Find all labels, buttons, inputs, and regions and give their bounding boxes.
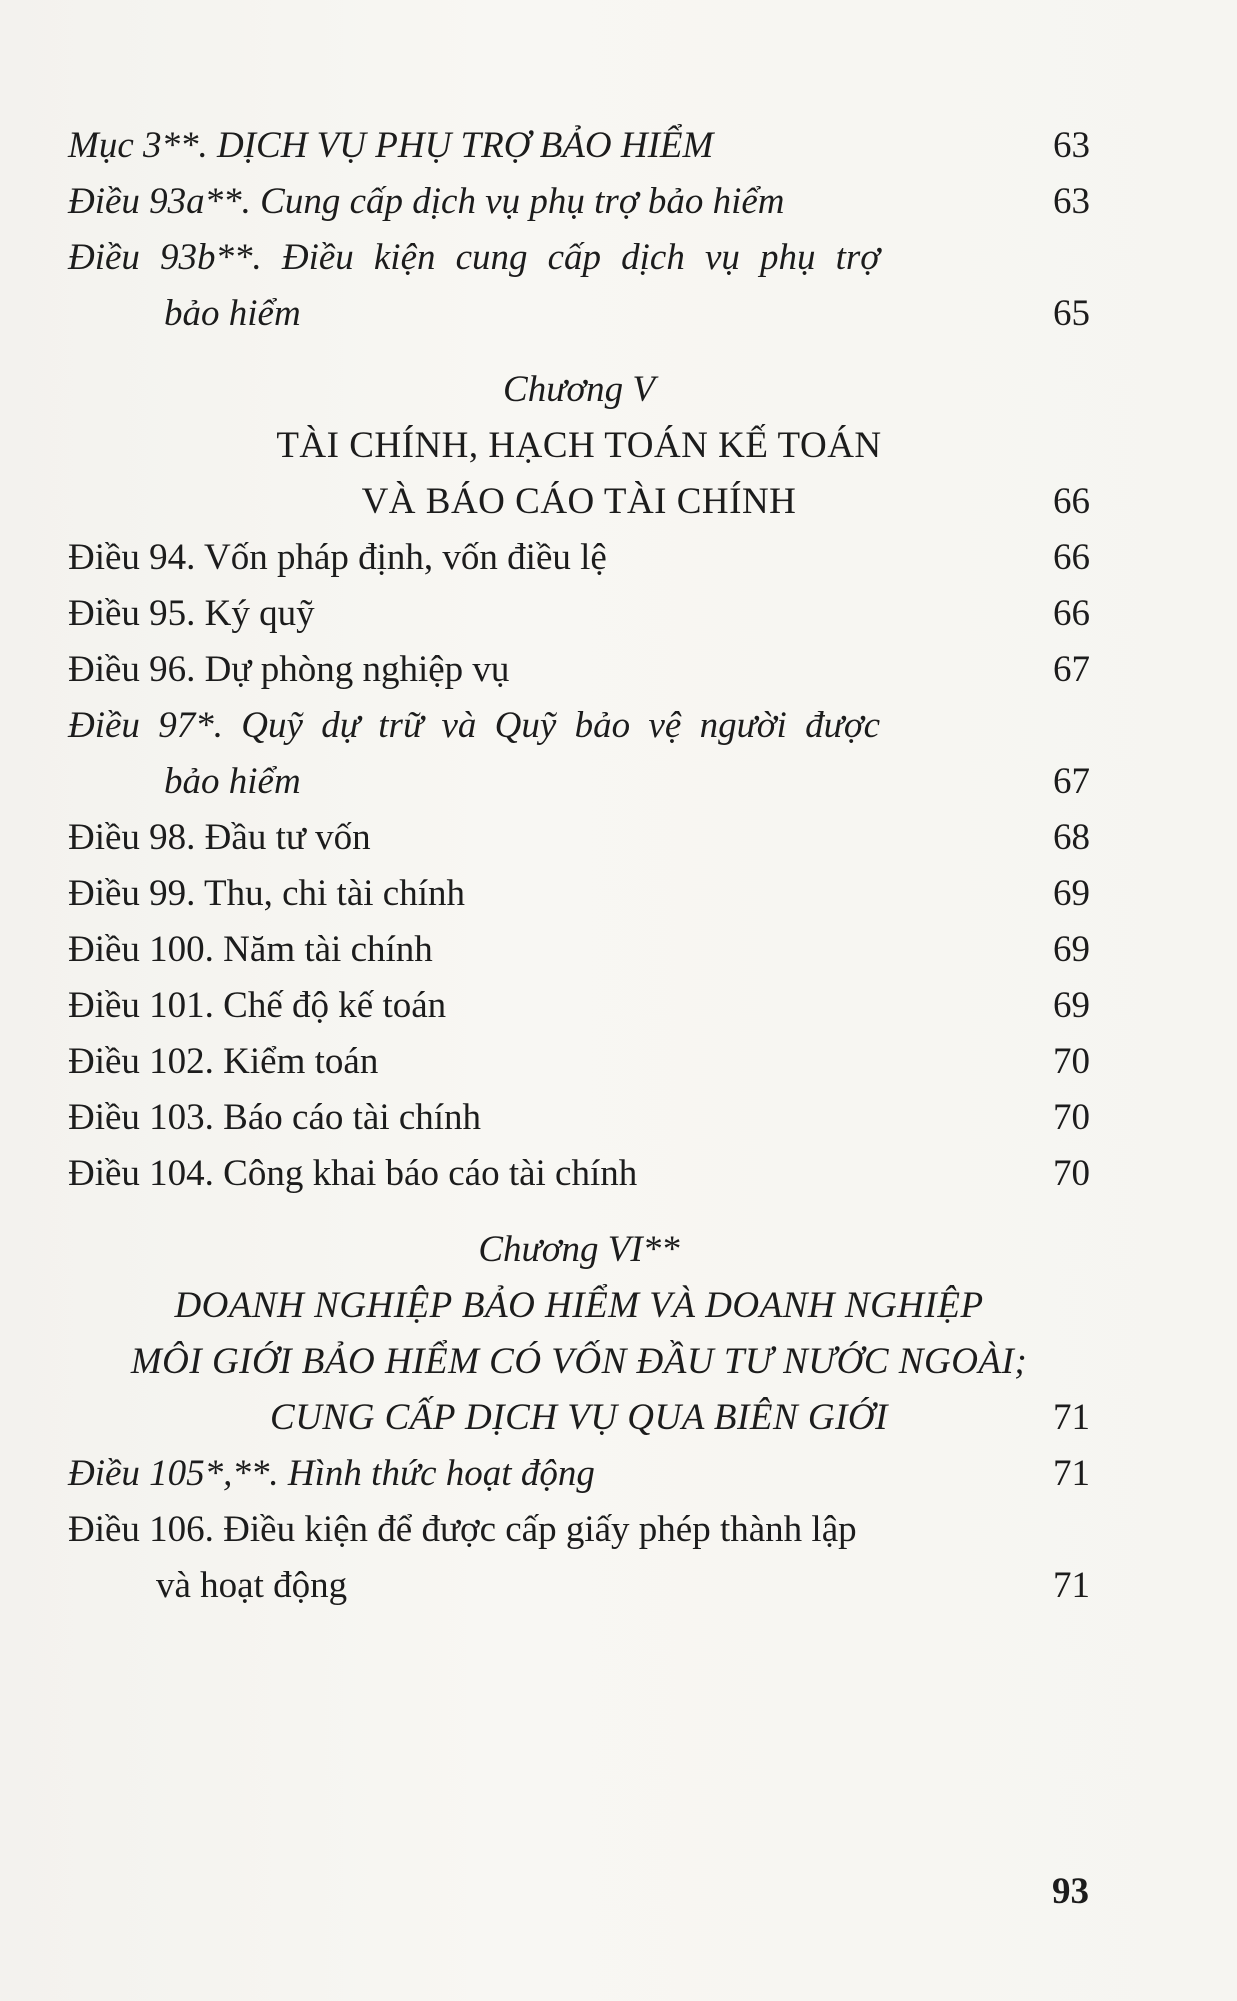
table-of-contents — [68, 118, 1090, 1614]
toc-entry-text: Điều 104. Công khai báo cáo tài chính — [68, 1153, 638, 1194]
toc-entry-dieu94 — [68, 530, 1090, 586]
toc-entry-dieu96 — [68, 642, 1090, 698]
toc-entry-text-line2: bảo hiểm — [164, 293, 301, 334]
toc-entry-dieu106 — [68, 1502, 1090, 1614]
toc-entry-text-line1: Điều 93b**. Điều kiện cung cấp dịch vụ phụ trợ — [68, 237, 880, 278]
toc-entry-text: Điều 98. Đầu tư vốn — [68, 817, 371, 858]
toc-entry-dieu103 — [68, 1090, 1090, 1146]
toc-entry-text-line1: Điều 106. Điều kiện để được cấp giấy phép thành lập — [68, 1509, 857, 1550]
toc-entry-muc3 — [68, 118, 1090, 174]
toc-entry-text: Điều 96. Dự phòng nghiệp vụ — [68, 649, 510, 690]
chapter-label: Chương V — [503, 369, 655, 410]
toc-entry-dieu93a — [68, 174, 1090, 230]
toc-entry-page: 67 — [1053, 649, 1090, 690]
toc-entry-page: 63 — [1053, 125, 1090, 166]
toc-entry-text-line2: và hoạt động — [156, 1565, 348, 1606]
toc-entry-text: Điều 101. Chế độ kế toán — [68, 985, 447, 1026]
toc-entry-dieu105 — [68, 1446, 1090, 1502]
toc-entry-dieu99 — [68, 866, 1090, 922]
chapter-heading-6 — [68, 1222, 1090, 1446]
toc-entry-page: 69 — [1053, 873, 1090, 914]
toc-entry-page: 70 — [1053, 1097, 1090, 1138]
chapter-heading-5 — [68, 362, 1090, 530]
toc-entry-page: 63 — [1053, 181, 1090, 222]
toc-entry-page: 67 — [1053, 761, 1090, 802]
toc-entry-dieu95 — [68, 586, 1090, 642]
page-number: 93 — [1052, 1871, 1089, 1912]
toc-entry-text-line2: bảo hiểm — [164, 761, 301, 802]
toc-entry-dieu93b — [68, 230, 1090, 342]
toc-entry-dieu100 — [68, 922, 1090, 978]
toc-entry-text: Điều 102. Kiểm toán — [68, 1041, 379, 1082]
toc-entry-page: 68 — [1053, 817, 1090, 858]
chapter-label: Chương VI** — [478, 1229, 680, 1270]
toc-entry-text-line1: Điều 97*. Quỹ dự trữ và Quỹ bảo vệ người được — [68, 705, 880, 746]
chapter-title-line2: MÔI GIỚI BẢO HIỂM CÓ VỐN ĐẦU TƯ NƯỚC NGOÀI; — [130, 1341, 1028, 1382]
toc-entry-page: 71 — [1053, 1453, 1090, 1494]
toc-entry-text: Mục 3**. DỊCH VỤ PHỤ TRỢ BẢO HIỂM — [68, 125, 714, 166]
chapter-title-line1: DOANH NGHIỆP BẢO HIỂM VÀ DOANH NGHIỆP — [174, 1285, 984, 1326]
toc-entry-dieu104 — [68, 1146, 1090, 1202]
toc-entry-page: 66 — [1053, 593, 1090, 634]
toc-entry-text: Điều 103. Báo cáo tài chính — [68, 1097, 482, 1138]
toc-entry-page: 71 — [1053, 1565, 1090, 1606]
toc-entry-dieu102 — [68, 1034, 1090, 1090]
toc-entry-text: Điều 105*,**. Hình thức hoạt động — [68, 1453, 595, 1494]
toc-entry-page: 65 — [1053, 293, 1090, 334]
chapter-title-line3: CUNG CẤP DỊCH VỤ QUA BIÊN GIỚI — [270, 1397, 888, 1438]
toc-entry-text: Điều 99. Thu, chi tài chính — [68, 873, 465, 914]
toc-entry-page: 66 — [1053, 537, 1090, 578]
toc-entry-page: 70 — [1053, 1041, 1090, 1082]
toc-entry-dieu98 — [68, 810, 1090, 866]
toc-entry-text: Điều 93a**. Cung cấp dịch vụ phụ trợ bảo hiểm — [68, 181, 785, 222]
toc-entry-dieu101 — [68, 978, 1090, 1034]
toc-entry-text: Điều 95. Ký quỹ — [68, 593, 315, 634]
chapter-page: 71 — [1053, 1397, 1090, 1438]
toc-entry-page: 69 — [1053, 985, 1090, 1026]
chapter-title-line1: TÀI CHÍNH, HẠCH TOÁN KẾ TOÁN — [276, 425, 882, 466]
chapter-page: 66 — [1053, 481, 1090, 522]
toc-entry-text: Điều 94. Vốn pháp định, vốn điều lệ — [68, 537, 607, 578]
toc-entry-page: 69 — [1053, 929, 1090, 970]
toc-entry-text: Điều 100. Năm tài chính — [68, 929, 433, 970]
chapter-title-line2: VÀ BÁO CÁO TÀI CHÍNH — [361, 481, 797, 522]
toc-entry-dieu97 — [68, 698, 1090, 810]
toc-entry-page: 70 — [1053, 1153, 1090, 1194]
